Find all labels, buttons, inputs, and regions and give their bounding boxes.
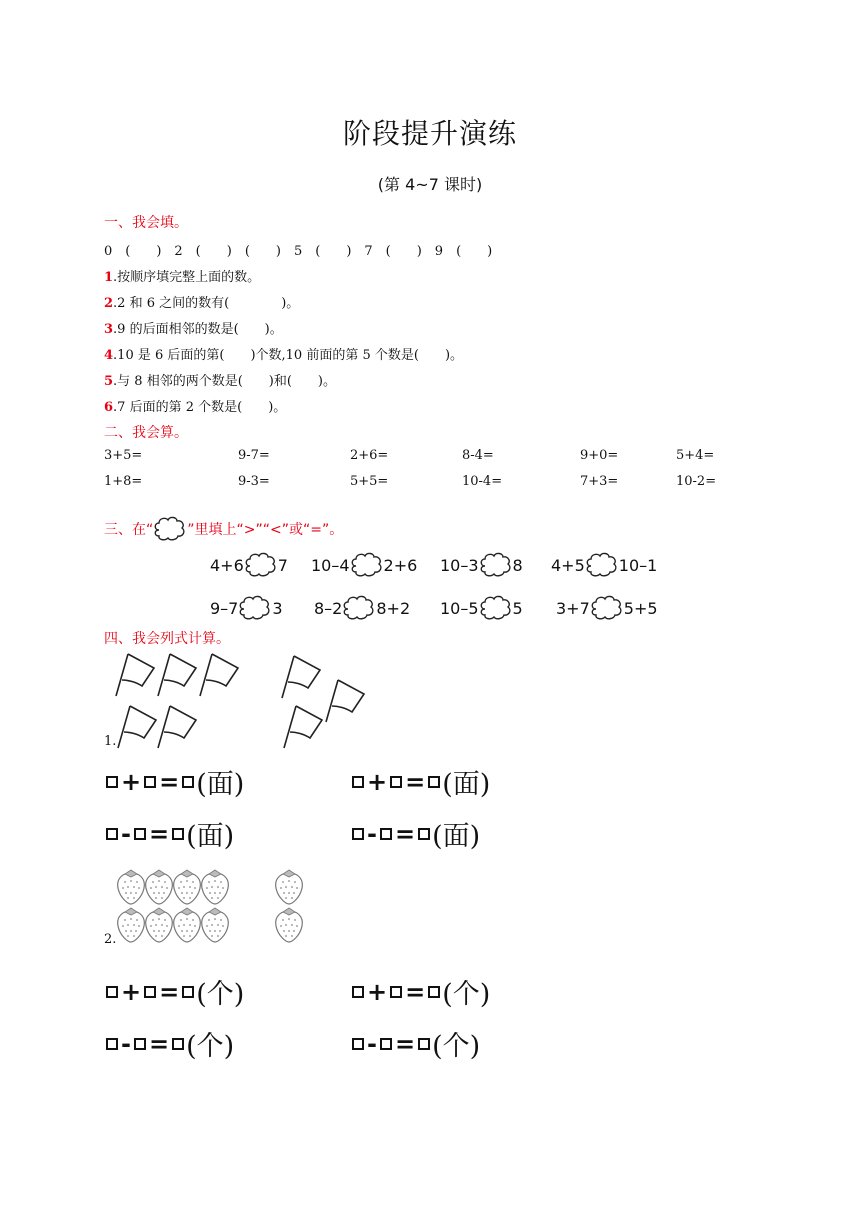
item-number: 5 [104,374,114,389]
answer-box[interactable] [106,1038,118,1050]
compare-item [556,595,658,621]
compare-left: 3+7 [556,598,590,618]
calc-problem: 9-7= [238,448,270,463]
fill-item-6 [104,396,286,415]
flag-icon [282,656,320,698]
cloud-icon[interactable] [342,595,376,621]
flag-icon [200,654,238,696]
answer-box[interactable] [428,986,440,998]
item-number: 3 [104,322,114,337]
equation-add [104,762,244,801]
strawberries-illustration [104,868,314,948]
strawberry-icon [202,870,229,904]
item-number: 2 [104,296,114,311]
cloud-icon[interactable] [350,552,384,578]
compare-item [314,595,410,621]
strawberry-icon [146,908,173,942]
strawberry-icon [202,908,229,942]
answer-box[interactable] [182,776,194,788]
plus-sign: + [121,767,142,796]
compare-right: 7 [277,555,288,575]
cloud-icon[interactable] [479,552,513,578]
strawberry-icon [118,908,145,942]
section3-heading [104,516,343,542]
cloud-icon[interactable] [479,595,513,621]
problem-2-label: 2. [104,932,117,947]
minus-sign: - [367,819,377,848]
calc-problem: 10-4= [462,474,503,489]
compare-right: 2+6 [383,555,418,575]
calc-problem: 5+4= [676,448,715,463]
calc-problem: 2+6= [350,448,389,463]
unit-label: (面) [442,769,491,800]
section1-heading: 一、我会填。 [104,215,188,231]
equation-add [350,762,490,801]
equation-subtract [104,814,234,853]
compare-item [440,552,523,578]
compare-item [210,595,283,621]
equals-sign: = [159,767,180,796]
flag-icon [158,654,196,696]
item-text: .7 后面的第 2 个数是( )。 [113,400,287,415]
section4-heading: 四、我会列式计算。 [104,631,230,647]
cloud-icon[interactable] [590,595,624,621]
compare-left: 10–4 [311,555,350,575]
calc-problem: 9-3= [238,474,270,489]
strawberry-icon [146,870,173,904]
answer-box[interactable] [144,986,156,998]
item-text: .2 和 6 之间的数有( )。 [113,296,300,311]
section3-heading-start: 三、在“ [104,522,154,538]
answer-box[interactable] [380,828,392,840]
strawberry-icon [174,908,201,942]
item-number: 6 [104,400,114,415]
flag-icon [158,706,196,748]
flag-icon [326,680,364,722]
compare-left: 10–5 [440,598,479,618]
equals-sign: = [405,977,426,1006]
answer-box[interactable] [352,1038,364,1050]
equation-subtract [350,814,480,853]
compare-right: 8+2 [376,598,411,618]
item-text: .10 是 6 后面的第( )个数,10 前面的第 5 个数是( )。 [113,348,464,363]
answer-box[interactable] [134,828,146,840]
answer-box[interactable] [172,828,184,840]
compare-left: 4+6 [210,555,244,575]
calc-problem: 7+3= [580,474,619,489]
answer-box[interactable] [134,1038,146,1050]
compare-item [311,552,417,578]
fill-item-3 [104,318,283,337]
compare-item [440,595,523,621]
calc-problem: 3+5= [104,448,143,463]
compare-right: 5 [512,598,523,618]
calc-problem: 9+0= [580,448,619,463]
page-title: 阶段提升演练 [342,117,517,150]
unit-label: (面) [196,769,245,800]
plus-sign: + [367,767,388,796]
answer-box[interactable] [106,986,118,998]
equals-sign: = [159,977,180,1006]
answer-box[interactable] [418,828,430,840]
fill-item-2 [104,292,299,311]
equation-add [104,972,244,1011]
fill-item-1 [104,266,260,285]
number-sequence: 0 ( ) 2 ( ) ( ) 5 ( ) 7 ( ) 9 ( ) [104,244,493,259]
problem-1-label: 1. [104,734,117,749]
equation-subtract [104,1024,234,1063]
section2-heading: 二、我会算。 [104,425,188,441]
compare-right: 5+5 [623,598,658,618]
flag-icon [116,654,154,696]
answer-box[interactable] [418,1038,430,1050]
calc-problem: 8-4= [462,448,494,463]
compare-left: 9–7 [210,598,239,618]
cloud-icon[interactable] [244,552,278,578]
calc-problem: 1+8= [104,474,143,489]
unit-label: (面) [432,821,481,852]
page-subtitle: (第 4~7 课时) [377,175,483,194]
compare-right: 3 [272,598,283,618]
item-number: 4 [104,348,114,363]
compare-left: 10–3 [440,555,479,575]
compare-left: 8–2 [314,598,343,618]
strawberry-icon [276,870,303,904]
answer-box[interactable] [106,828,118,840]
equals-sign: = [394,1029,416,1058]
equation-subtract [350,1024,480,1063]
minus-sign: - [121,1029,131,1058]
answer-box[interactable] [106,776,118,788]
answer-box[interactable] [380,1038,392,1050]
plus-sign: + [367,977,388,1006]
compare-right: 10–1 [618,555,658,575]
fill-item-4 [104,344,463,363]
minus-sign: - [367,1029,377,1058]
strawberry-icon [118,870,145,904]
cloud-icon[interactable] [585,552,619,578]
answer-box[interactable] [390,986,402,998]
calc-problem: 10-2= [676,474,717,489]
compare-left: 4+5 [551,555,585,575]
calc-problem: 5+5= [350,474,389,489]
equation-add [350,972,490,1011]
item-text: .按顺序填完整上面的数。 [113,270,261,285]
cloud-icon [153,516,187,542]
answer-box[interactable] [352,776,364,788]
answer-box[interactable] [390,776,402,788]
fill-item-5 [104,370,336,389]
minus-sign: - [121,819,131,848]
strawberry-icon [276,908,303,942]
answer-box[interactable] [352,986,364,998]
unit-label: (个) [196,979,245,1010]
cloud-icon[interactable] [238,595,272,621]
equals-sign: = [394,819,416,848]
answer-box[interactable] [144,776,156,788]
flag-icon [118,706,156,748]
item-number: 1 [104,270,114,285]
unit-label: (个) [432,1031,481,1062]
answer-box[interactable] [428,776,440,788]
item-text: .9 的后面相邻的数是( )。 [113,322,283,337]
flag-icon [284,706,322,748]
unit-label: (个) [442,979,491,1010]
plus-sign: + [121,977,142,1006]
answer-box[interactable] [172,1038,184,1050]
equals-sign: = [148,819,170,848]
equals-sign: = [148,1029,170,1058]
compare-right: 8 [512,555,523,575]
compare-item [210,552,288,578]
flags-illustration [104,650,374,750]
answer-box[interactable] [182,986,194,998]
unit-label: (面) [186,821,235,852]
strawberry-icon [174,870,201,904]
item-text: .与 8 相邻的两个数是( )和( )。 [113,374,337,389]
answer-box[interactable] [352,828,364,840]
unit-label: (个) [186,1031,235,1062]
compare-item [551,552,657,578]
section3-heading-end: ”里填上“>”“<”或“=”。 [187,522,344,538]
equals-sign: = [405,767,426,796]
